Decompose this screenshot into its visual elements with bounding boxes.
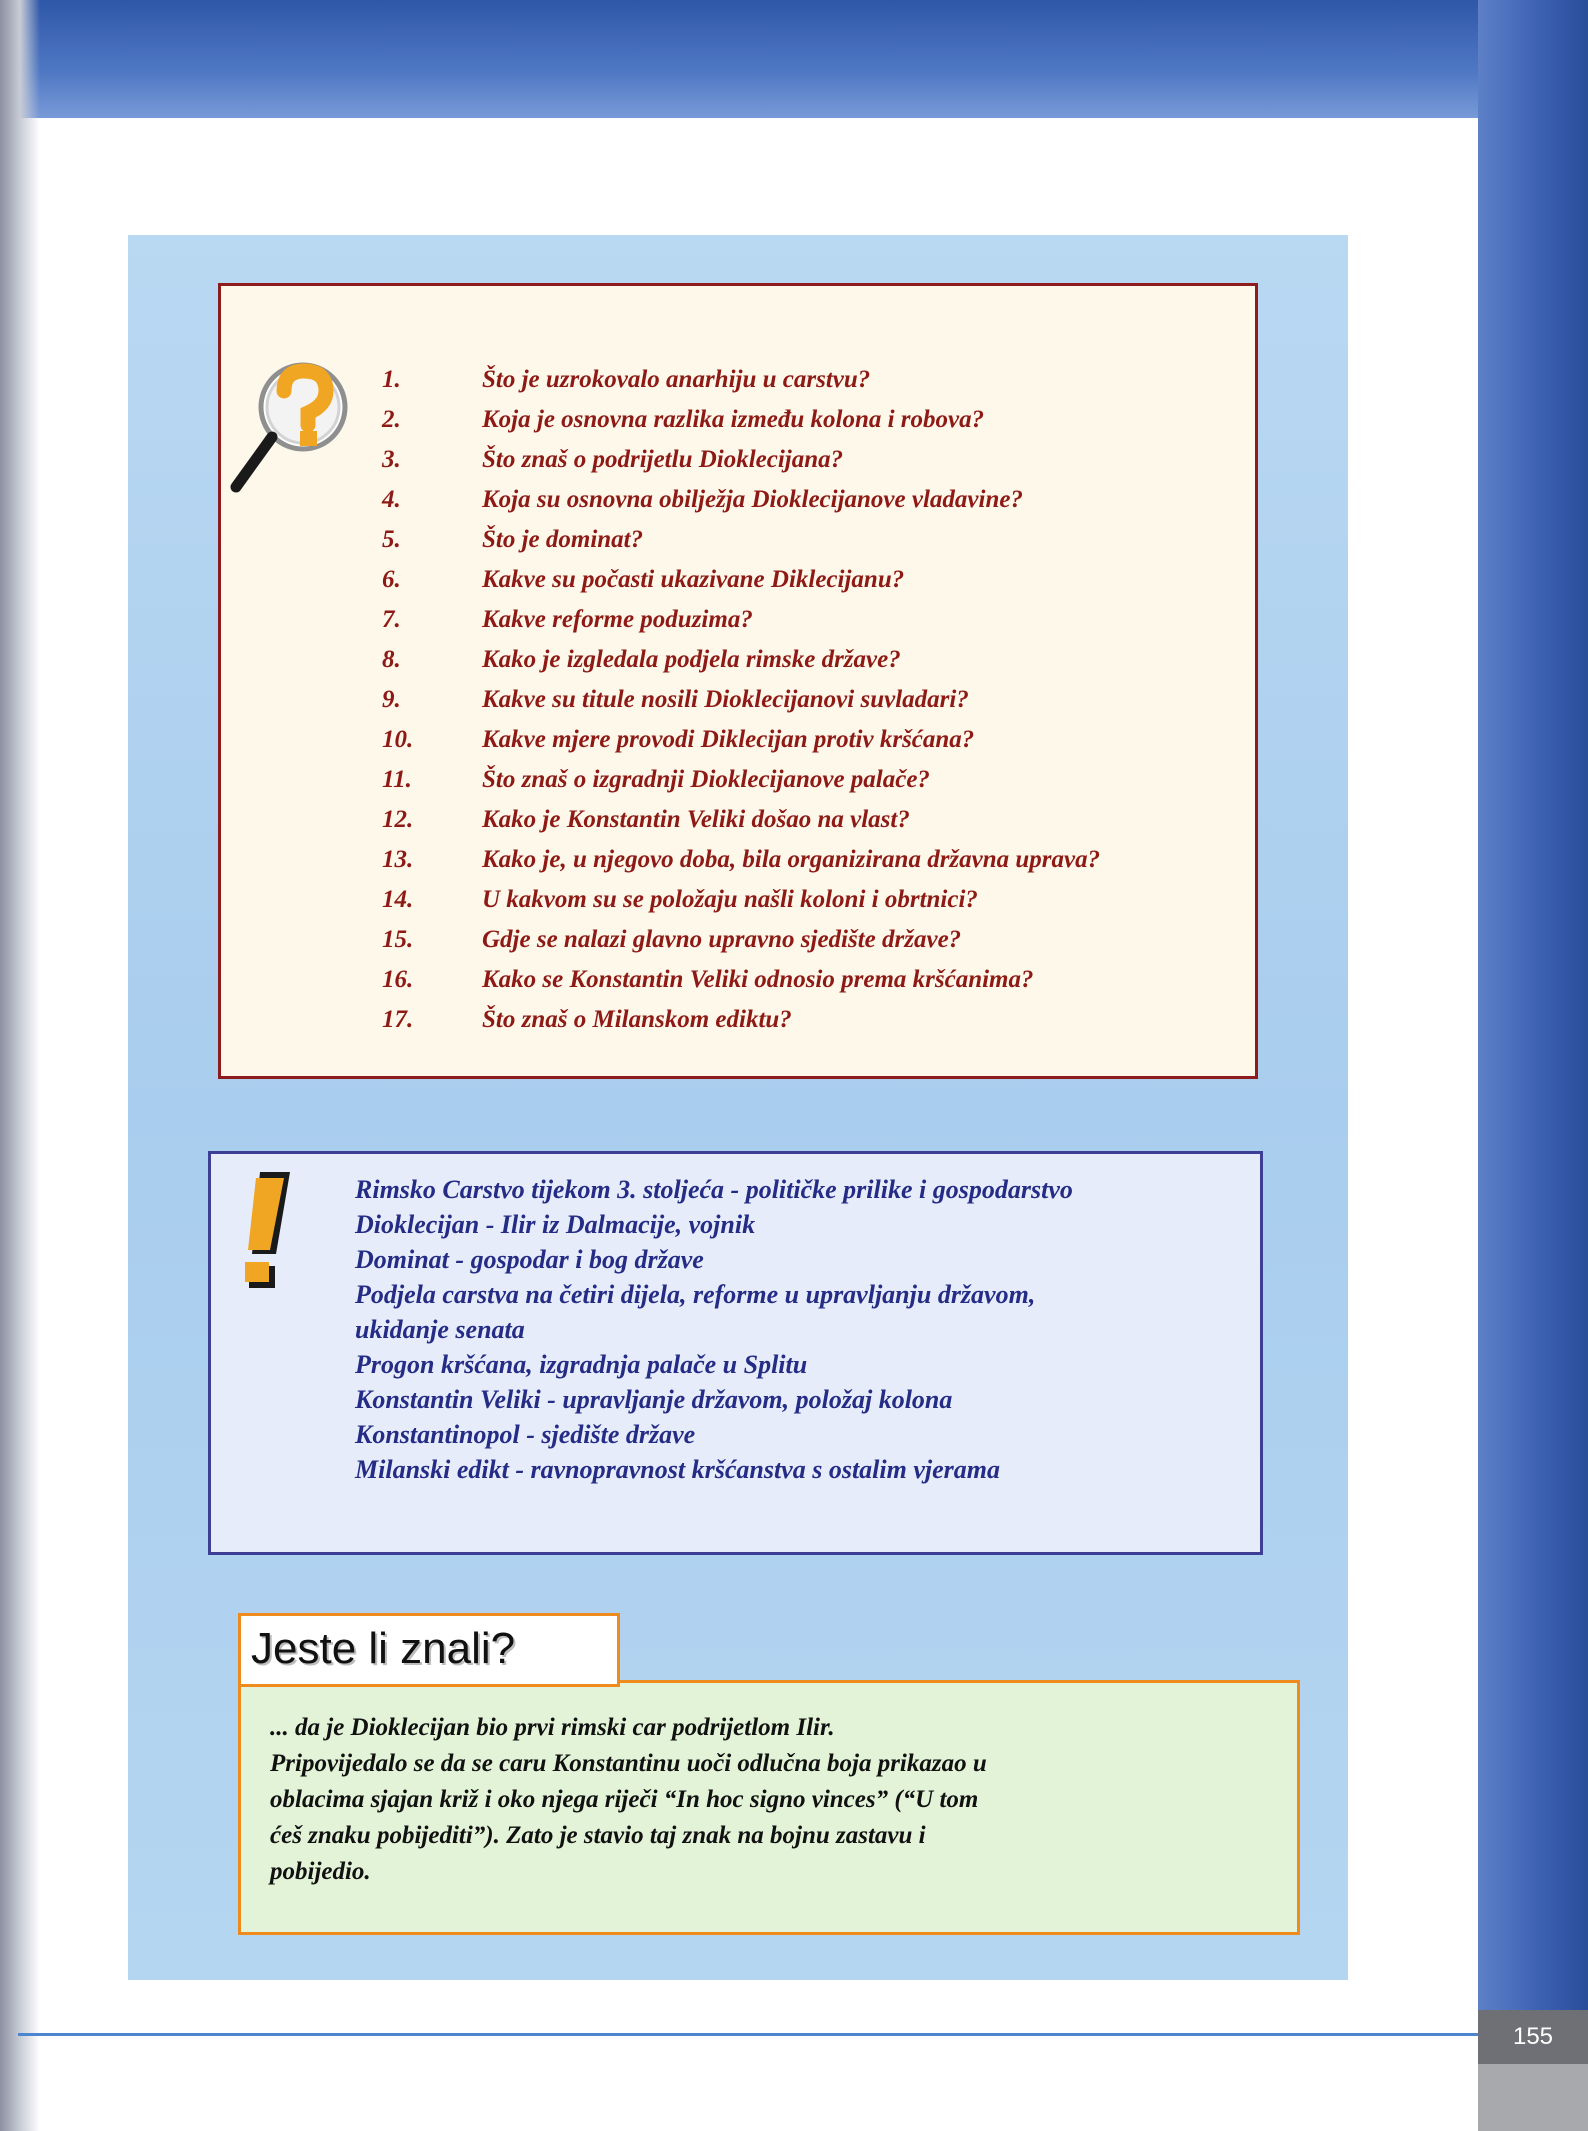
question-item	[382, 486, 1252, 526]
binding-shadow	[0, 0, 40, 2131]
summary-line: Dioklecijan - Ilir iz Dalmacije, vojnik	[355, 1210, 756, 1239]
question-number: 3.	[382, 446, 401, 473]
question-number: 14.	[382, 886, 414, 913]
did-you-know-line: ćeš znaku pobijediti”). Zato je stavio taj znak na bojnu zastavu i	[270, 1822, 926, 1849]
summary-line: Dominat - gospodar i bog države	[355, 1245, 704, 1274]
summary-line: Rimsko Carstvo tijekom 3. stoljeća - političke prilike i gospodarstvo	[355, 1175, 1073, 1204]
question-number: 15.	[382, 926, 414, 953]
question-item	[382, 846, 1252, 886]
questions-list	[382, 366, 1252, 1046]
summary-line: Podjela carstva na četiri dijela, reforme u upravljanju državom,	[355, 1280, 1036, 1309]
did-you-know-title: Jeste li znali?	[251, 1624, 516, 1673]
question-number: 6.	[382, 566, 401, 593]
summary-line: ukidanje senata	[355, 1315, 525, 1344]
question-text: Gdje se nalazi glavno upravno sjedište države?	[482, 926, 962, 953]
question-text: Što je dominat?	[482, 526, 644, 553]
question-text: Kakve reforme poduzima?	[482, 606, 753, 633]
magnifier-question-icon	[228, 355, 358, 495]
question-number: 8.	[382, 646, 401, 673]
question-number: 11.	[382, 766, 412, 793]
question-text: Kakve su titule nosili Dioklecijanovi suvladari?	[482, 686, 969, 713]
question-number: 16.	[382, 966, 414, 993]
question-text: U kakvom su se položaju našli koloni i obrtnici?	[482, 886, 978, 913]
question-number: 10.	[382, 726, 414, 753]
right-blue-band	[1478, 0, 1588, 2131]
question-text: Kakve mjere provodi Diklecijan protiv kršćana?	[482, 726, 975, 753]
question-text: Što znaš o podrijetlu Dioklecijana?	[482, 446, 844, 473]
question-number: 5.	[382, 526, 401, 553]
question-text: Što znaš o Milanskom ediktu?	[482, 1006, 792, 1033]
question-item	[382, 646, 1252, 686]
question-number: 7.	[382, 606, 401, 633]
question-number: 17.	[382, 1006, 414, 1033]
did-you-know-line: pobijedio.	[270, 1858, 371, 1885]
question-item	[382, 686, 1252, 726]
question-text: Kako je Konstantin Veliki došao na vlast?	[482, 806, 910, 833]
question-item	[382, 606, 1252, 646]
question-item	[382, 966, 1252, 1006]
question-text: Kako je, u njegovo doba, bila organizirana državna uprava?	[482, 846, 1101, 873]
question-number: 12.	[382, 806, 414, 833]
question-item	[382, 526, 1252, 566]
question-number: 2.	[382, 406, 401, 433]
question-text: Kakve su počasti ukazivane Diklecijanu?	[482, 566, 905, 593]
did-you-know-text	[270, 1710, 1270, 1890]
summary-line: Konstantinopol - sjedište države	[355, 1420, 696, 1449]
question-text: Kako je izgledala podjela rimske države?	[482, 646, 901, 673]
summary-line: Progon kršćana, izgradnja palače u Splitu	[355, 1350, 808, 1379]
question-item	[382, 446, 1252, 486]
question-number: 4.	[382, 486, 401, 513]
question-text: Koja su osnovna obilježja Dioklecijanove vladavine?	[482, 486, 1023, 513]
question-number: 9.	[382, 686, 401, 713]
question-text: Što je uzrokovalo anarhiju u carstvu?	[482, 366, 871, 393]
summary-line: Milanski edikt - ravnopravnost kršćanstva s ostalim vjerama	[355, 1455, 1000, 1484]
summary-line: Konstantin Veliki - upravljanje državom, položaj kolona	[355, 1385, 953, 1414]
question-number: 13.	[382, 846, 414, 873]
bottom-rule	[18, 2033, 1478, 2036]
question-item	[382, 766, 1252, 806]
question-item	[382, 726, 1252, 766]
did-you-know-line: ... da je Dioklecijan bio prvi rimski car podrijetlom Ilir.	[270, 1714, 835, 1741]
did-you-know-title-box	[238, 1613, 620, 1687]
exclamation-icon	[240, 1170, 300, 1295]
question-item	[382, 1006, 1252, 1046]
question-number: 1.	[382, 366, 401, 393]
top-blue-band	[0, 0, 1588, 120]
page-corner-strip	[1478, 2064, 1588, 2131]
question-item	[382, 886, 1252, 926]
question-item	[382, 566, 1252, 606]
did-you-know-line: oblacima sjajan križ i oko njega riječi “In hoc signo vinces” (“U tom	[270, 1786, 979, 1813]
summary-text	[355, 1172, 1255, 1487]
question-text: Kako se Konstantin Veliki odnosio prema kršćanima?	[482, 966, 1034, 993]
question-text: Koja je osnovna razlika između kolona i robova?	[482, 406, 985, 433]
question-text: Što znaš o izgradnji Dioklecijanove palače?	[482, 766, 930, 793]
did-you-know-line: Pripovijedalo se da se caru Konstantinu uoči odlučna boja prikazao u	[270, 1750, 987, 1777]
question-item	[382, 406, 1252, 446]
question-item	[382, 366, 1252, 406]
question-item	[382, 806, 1252, 846]
page-number: 155	[1478, 2010, 1588, 2064]
question-item	[382, 926, 1252, 966]
